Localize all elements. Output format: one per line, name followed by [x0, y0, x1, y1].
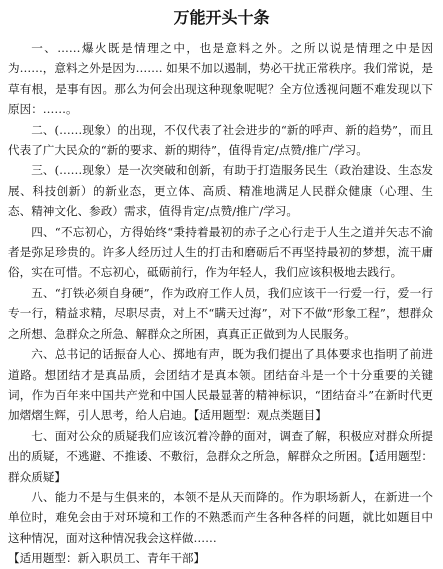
paragraph-5: 五、“打铁必须自身硬”，作为政府工作人员，我们应该干一行爱一行，爱一行专一行，精益求精，尽职尽责，对上不“瞒天过海”，对下不做“形象工程”，想群众之所想、急群众之所急、解群众之所困，真真正正做到为人民服务。 — [8, 285, 433, 341]
applicable-question-type-line: 【适用题型：新入职员工、青年干部】 — [8, 551, 206, 566]
paragraph-4: 四、“不忘初心，方得始终“秉持着最初的赤子之心行走于人生之道并矢志不渝者是弥足珍贵的。许多人经历过人生的打击和磨砺后不再坚持最初的梦想，流干庸俗，实在可惜。不忘初心，砥砺前行，作为年轻人，我们应该积极地去践行。 — [8, 224, 433, 280]
paragraph-7: 七、面对公众的质疑我们应该沉着冷静的面对，调查了解，积极应对群众所提出的质疑，不逃避、不推诿、不敷衍，急群众之所急，解群众之所困。【适用题型：群众质疑】 — [8, 428, 433, 484]
document-body — [0, 38, 443, 569]
paragraph-3: 三、(……现象）是一次突破和创新，有助于打造服务民生（政治建设、生态发展、科技创新）的新业态，更立体、高质、精准地满足人民群众健康（心理、生态、精神文化、参政）需求，值得肯定/点赞/推广/学习。 — [8, 163, 433, 219]
document-title: 万能开头十条 — [173, 8, 270, 27]
paragraph-1: 一、……爆火既是情理之中，也是意料之外。之所以说是情理之中是因为……，意料之外是因为……. 如果不加以遏制，势必干扰正常秩序。我们常说，是草有根，是事有因。那么为何会出现这种现象呢呢？全方位透视问题不难发现以下原因：……。 — [8, 41, 433, 117]
paragraph-6: 六、总书记的话振奋人心、掷地有声，既为我们提出了具体要求也指明了前进道路。想团结才是真品质，会团结才是真本领。团结奋斗是一个十分重要的关键词，作为百年来中国共产党和中国人民最显著的精神标识，“团结奋斗”在新时代更加熠熠生辉，引人思考，给人启迪。【适用题型：观点类题目】 — [8, 347, 433, 423]
paragraph-8: 八、能力不是与生俱来的，本领不是从天而降的。作为职场新人，在新进一个单位时，难免会由于对环境和工作的不熟悉而产生各种各样的问题，就比如题目中这种情况，面对这种情况我会这样做…… — [8, 489, 433, 545]
paragraph-2: 二、(……现象）的出现，不仅代表了社会进步的“新的呼声、新的趋势”，而且代表了广大民众的“新的要求、新的期待”，值得肯定/点赞/推广/学习。 — [8, 122, 433, 158]
